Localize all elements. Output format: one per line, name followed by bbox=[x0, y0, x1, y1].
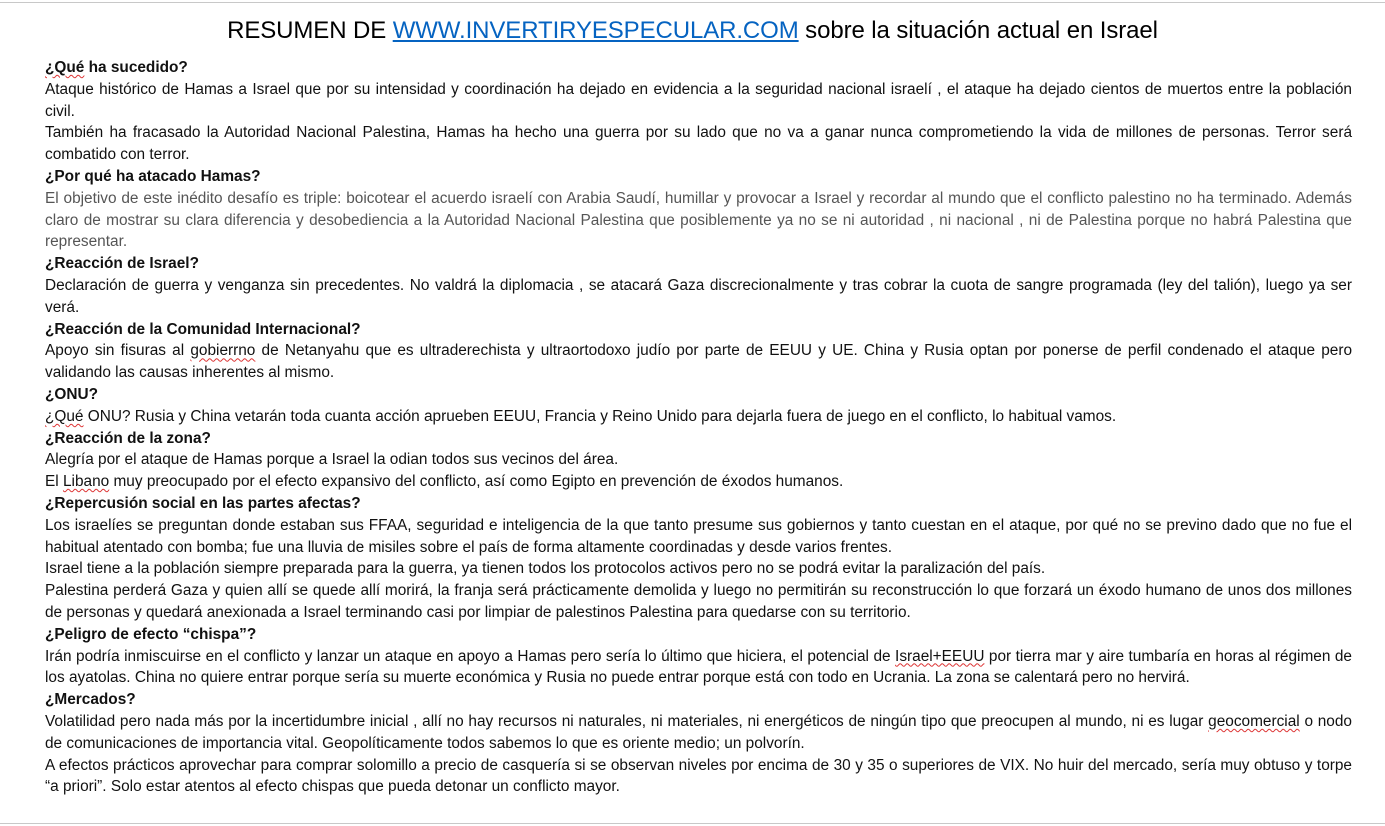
title-suffix: sobre la situación actual en Israel bbox=[798, 17, 1158, 44]
paragraph-text: Irán podría inmiscuirse en el conflicto y lanzar un ataque en apoyo a Hamas pero sería lo último que hiciera, el potencial de bbox=[45, 647, 896, 665]
paragraph-text: A efectos prácticos aprovechar para comprar solomillo a precio de casquería si se observan niveles por encima de 30 y 35 o superiores de VIX. No huir del mercado, sería muy obtuso y torpe “a priori”. Solo estar atentos al efecto chispas que pueda detonar un conflicto mayor. bbox=[45, 756, 1352, 796]
paragraph-text: Palestina perderá Gaza y quien allí se quede allí morirá, la franja será prácticamente demolida y luego no permitirán su reconstrucción lo que forzará un éxodo humano de unos dos millones de personas y quedará anexionada a Israel terminando casi por limpiar de palestinos Palestina para quedarse con su territorio. bbox=[45, 582, 1352, 621]
heading-text: ha sucedido? bbox=[84, 59, 188, 76]
section-paragraph bbox=[45, 471, 1352, 493]
website-link[interactable]: WWW.INVERTIRYESPECULAR.COM bbox=[392, 17, 799, 44]
paragraph-text: Apoyo sin fisuras al bbox=[45, 342, 191, 360]
section-heading bbox=[45, 624, 1352, 646]
section-paragraph bbox=[45, 755, 1352, 799]
section-paragraph bbox=[45, 122, 1352, 166]
paragraph-text: por tierra mar y aire tumbaría en horas al régimen de los ayatolas. China no quiere entrar porque sería su muerte económica y Rusia no puede entrar porque está con todo en Ucrania. La zona se calentará pero no hervirá. bbox=[45, 647, 1352, 687]
section-heading bbox=[45, 384, 1352, 406]
section-heading bbox=[45, 493, 1352, 515]
paragraph-text: El bbox=[45, 473, 63, 491]
paragraph-text: de Netanyahu que es ultraderechista y ultraortodoxo judío por parte de EEUU y UE. China y Rusia optan por ponerse de perfil condenado el ataque pero validando las causas inherentes al mismo. bbox=[45, 342, 1353, 382]
paragraph-text: Alegría por el ataque de Hamas porque a Israel la odian todos sus vecinos del área. bbox=[45, 451, 619, 469]
section-heading bbox=[45, 166, 1352, 188]
section-paragraph bbox=[45, 711, 1352, 755]
misspelled-word: ¿Qué bbox=[45, 407, 84, 425]
paragraph-text: Los israelíes se preguntan donde estaban sus FFAA, seguridad e inteligencia de la que tanto presume sus gobiernos y tanto cuestan en el ataque, por qué no se previno dado que no fue el habitual atentado con bomba; fue una lluvia de misiles sobre el país de forma altamente coordinadas y desde varios frentes. bbox=[45, 516, 1352, 556]
section-paragraph bbox=[45, 275, 1352, 319]
heading-text: ¿Reacción de la zona? bbox=[45, 429, 211, 447]
heading-text: ¿Repercusión social en las partes afectas? bbox=[45, 494, 361, 512]
paragraph-text: o nodo de comunicaciones de importancia vital. Geopolíticamente todos sabemos lo que es oriente medio; un polvorín. bbox=[45, 712, 1352, 752]
heading-text: ¿Por qué ha atacado Hamas? bbox=[45, 167, 261, 185]
section-paragraph bbox=[45, 646, 1352, 690]
heading-misspelled-word: ¿Qué bbox=[45, 59, 85, 76]
paragraph-text: Declaración de guerra y venganza sin precedentes. No valdrá la diplomacia , se atacará Gaza discrecionalmente y tras cobrar la cuota de sangre programada (ley del talión), luego ya ser verá. bbox=[45, 276, 1352, 316]
section-paragraph bbox=[45, 406, 1352, 428]
section-paragraph bbox=[45, 188, 1352, 253]
misspelled-word: Israel+EEUU bbox=[895, 647, 985, 665]
section-paragraph bbox=[45, 79, 1352, 123]
paragraph-text: El objetivo de este inédito desafío es triple: boicotear el acuerdo israelí con Arabia Saudí, humillar y provocar a Israel y recordar al mundo que el conflicto palestino no ha terminado. Además claro de mostrar su clara diferencia y desobediencia a la Autoridad Nacional Palestina que posiblemente ya no se ni autoridad , ni nacional , ni de Palestina porque no habrá Palestina que representar. bbox=[45, 189, 1352, 251]
section-heading bbox=[45, 57, 1352, 79]
section-heading bbox=[45, 428, 1352, 450]
misspelled-word: Libano bbox=[62, 473, 110, 491]
heading-text: ¿ONU? bbox=[45, 385, 99, 403]
section-paragraph bbox=[45, 580, 1352, 624]
page-bottom-border bbox=[0, 823, 1385, 824]
section-paragraph bbox=[45, 449, 1352, 471]
page-top-border bbox=[0, 2, 1385, 3]
paragraph-text: Ataque histórico de Hamas a Israel que por su intensidad y coordinación ha dejado en evidencia a la seguridad nacional israelí , el ataque ha dejado cientos de muertos entre la población civil. bbox=[45, 80, 1352, 120]
section-heading bbox=[45, 689, 1352, 711]
paragraph-text: Volatilidad pero nada más por la incertidumbre inicial , allí no hay recursos ni naturales, ni materiales, ni energéticos de ningún tipo que preocupen al mundo, ni es lugar bbox=[45, 712, 1209, 730]
section-paragraph bbox=[45, 558, 1352, 580]
section-paragraph bbox=[45, 515, 1352, 559]
heading-text: ¿Reacción de la Comunidad Internacional? bbox=[45, 320, 361, 338]
section-heading bbox=[45, 253, 1352, 275]
paragraph-text: muy preocupado por el efecto expansivo del conflicto, así como Egipto en prevención de éxodos humanos. bbox=[109, 473, 844, 491]
misspelled-word: geocomercial bbox=[1208, 712, 1300, 730]
paragraph-text: Israel tiene a la población siempre preparada para la guerra, ya tienen todos los protocolos activos pero no se podrá evitar la paralización del país. bbox=[45, 560, 1046, 578]
document-title bbox=[0, 14, 1385, 48]
title-prefix: RESUMEN DE bbox=[227, 17, 393, 44]
section-heading bbox=[45, 319, 1352, 341]
heading-text: ¿Reacción de Israel? bbox=[45, 255, 199, 273]
misspelled-word: gobierrno bbox=[190, 342, 256, 360]
heading-text: ¿Peligro de efecto “chispa”? bbox=[45, 625, 257, 643]
paragraph-text: También ha fracasado la Autoridad Nacional Palestina, Hamas ha hecho una guerra por su lado que no va a ganar nunca comprometiendo la vida de millones de personas. Terror será combatido con terror. bbox=[45, 124, 1352, 164]
paragraph-text: ONU? Rusia y China vetarán toda cuanta acción aprueben EEUU, Francia y Reino Unido para dejarla fuera de juego en el conflicto, lo habitual vamos. bbox=[83, 407, 1117, 425]
heading-text: ¿Mercados? bbox=[45, 691, 136, 709]
document-body bbox=[45, 57, 1352, 798]
section-paragraph bbox=[45, 340, 1352, 384]
